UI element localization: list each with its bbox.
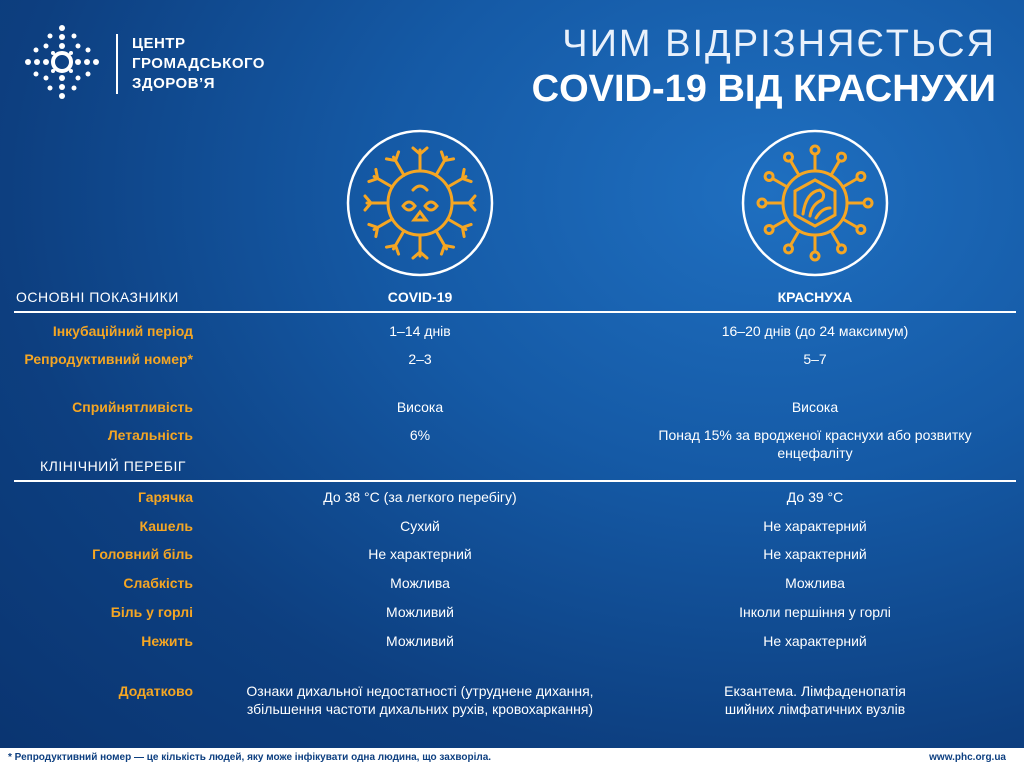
- rubella-value: Не характерний: [763, 546, 867, 562]
- row-label: Нежить: [141, 633, 193, 649]
- brand-line-3: ЗДОРОВ’Я: [132, 75, 216, 92]
- row-label: Гарячка: [138, 489, 193, 505]
- brand-logo: [22, 22, 265, 102]
- row-label: Летальність: [107, 427, 193, 443]
- rubella-value: Не характерний: [763, 633, 867, 649]
- covid-value: 2–3: [408, 351, 432, 367]
- covid-value: Не характерний: [368, 546, 472, 562]
- covid-value: Сухий: [400, 518, 440, 534]
- rubella-value: До 39 °C: [786, 489, 844, 505]
- rubella-value: Екзантема. Лімфаденопатія шийних лімфатичних вузлів: [724, 683, 906, 717]
- row-label: Додатково: [118, 683, 193, 699]
- footer: [0, 748, 1024, 769]
- section-divider: [14, 480, 1016, 482]
- covid-value: Можливий: [386, 604, 454, 620]
- rubella-value: Висока: [791, 399, 839, 415]
- phc-logo-icon: [22, 22, 102, 102]
- covid-value: Висока: [396, 399, 444, 415]
- covid-value: 6%: [409, 427, 431, 443]
- covid-value: Можлива: [390, 575, 450, 591]
- rubella-value: Інколи першіння у горлі: [739, 604, 891, 620]
- rubella-value: Не характерний: [763, 518, 867, 534]
- covid-value: Ознаки дихальної недостатності (утруднене дихання, збільшення частоти дихальних рухів, кровохаркання): [246, 683, 594, 717]
- row-label: Слабкість: [123, 575, 193, 591]
- covid-value: Можливий: [386, 633, 454, 649]
- coronavirus-icon: [345, 128, 495, 278]
- header-main-indicators: ОСНОВНІ ПОКАЗНИКИ: [16, 289, 179, 305]
- column-header-rubella: КРАСНУХА: [777, 289, 853, 305]
- title-line-1: ЧИМ ВІДРІЗНЯЄТЬСЯ: [562, 23, 996, 65]
- rubella-value: Понад 15% за вродженої краснухи або розвитку енцефаліту: [658, 427, 972, 461]
- logo-divider: [116, 34, 118, 94]
- row-label: Інкубаційний період: [52, 323, 193, 339]
- column-header-covid: COVID-19: [387, 289, 453, 305]
- title-line-2: COVID-19 ВІД КРАСНУХИ: [531, 68, 996, 110]
- rubella-value: 16–20 днів (до 24 максимум): [721, 323, 909, 339]
- page-title: [532, 22, 996, 112]
- footnote: * Репродуктивний номер — це кількість людей, яку може інфікувати одна людина, що захворіла.: [8, 752, 492, 763]
- section-clinical-course: КЛІНІЧНИЙ ПЕРЕБІГ: [40, 458, 186, 474]
- row-label: Репродуктивний номер*: [24, 351, 193, 367]
- header-divider: [14, 311, 1016, 313]
- row-label: Сприйнятливість: [72, 399, 193, 415]
- row-label: Головний біль: [92, 546, 193, 562]
- row-label: Біль у горлі: [110, 604, 193, 620]
- rubella-virus-icon: [740, 128, 890, 278]
- rubella-value: Можлива: [785, 575, 845, 591]
- brand-name: [132, 34, 265, 94]
- rubella-value: 5–7: [803, 351, 827, 367]
- row-label: Кашель: [139, 518, 193, 534]
- brand-line-1: ЦЕНТР: [132, 35, 186, 52]
- covid-value: 1–14 днів: [389, 323, 451, 339]
- brand-line-2: ГРОМАДСЬКОГО: [132, 55, 265, 72]
- covid-value: До 38 °C (за легкого перебігу): [323, 489, 517, 505]
- website-link[interactable]: www.phc.org.ua: [929, 752, 1006, 763]
